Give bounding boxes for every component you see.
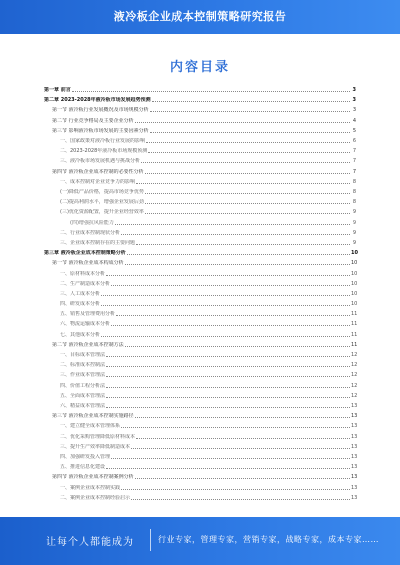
toc-entry[interactable] [44, 94, 356, 103]
footer-slogan: 让每个人都能成为 [46, 537, 134, 548]
toc-entry-text: 二、生产制造成本分析 [60, 280, 111, 287]
toc-page-number: 10 [351, 260, 358, 267]
toc-page-number: 13 [351, 423, 358, 430]
toc-entry-text: 二、2023-2028年液冷板市场规模预测 [60, 148, 148, 155]
toc-entry[interactable] [44, 298, 356, 307]
toc-page-number: 11 [351, 311, 358, 318]
toc-page-number: 5 [352, 127, 356, 134]
toc-leader-dots [115, 223, 350, 225]
toc-page-number: 13 [351, 443, 358, 450]
toc-leader-dots [101, 304, 350, 306]
toc-leader-dots [106, 406, 350, 408]
toc-entry-text: 三、液冷板市场发展机遇与挑战分析 [60, 158, 141, 165]
toc-page-number: 4 [352, 117, 356, 124]
toc-entry[interactable] [44, 278, 356, 287]
toc-page-number: 9 [352, 219, 356, 226]
toc-leader-dots [146, 141, 350, 143]
toc-entry[interactable] [44, 155, 356, 164]
toc-entry-text: 第一节 液冷板行业发展概况及市场规模分析 [52, 107, 149, 114]
toc-entry-text: 三、企业成本控制存在的主要问题 [60, 239, 136, 246]
toc-entry-text: 第二章 2023-2028年液冷板市场发展趋势预测 [44, 97, 151, 104]
toc-leader-dots [111, 324, 350, 326]
toc-entry[interactable] [44, 268, 356, 277]
toc-leader-dots [150, 110, 350, 112]
toc-entry-text: 六、物流运输成本分析 [60, 321, 111, 328]
toc-leader-dots [145, 192, 350, 194]
toc-leader-dots [106, 355, 350, 357]
toc-page-number: 13 [351, 433, 358, 440]
toc-entry[interactable] [44, 492, 356, 501]
toc-leader-dots [148, 151, 350, 153]
toc-entry[interactable] [44, 380, 356, 389]
toc-page-number: 10 [351, 280, 358, 287]
toc-entry-text: 第二节 行业竞争格局及主要企业分析 [52, 117, 134, 124]
toc-entry-text: 第四节 液冷板企业成本控制案例分析 [52, 474, 134, 481]
toc-entry[interactable] [44, 237, 356, 246]
toc-entry-text: 二、优化采购管理降低原材料成本 [60, 433, 136, 440]
toc-entry-text: 一、原材料成本分析 [60, 270, 106, 277]
toc-entry[interactable] [44, 308, 356, 317]
toc-entry-text: 四、加强研发投入管理 [60, 454, 111, 461]
toc-leader-dots [136, 182, 350, 184]
toc-entry[interactable] [44, 390, 356, 399]
toc-leader-dots [145, 212, 350, 214]
toc-entry[interactable] [44, 176, 356, 185]
toc-entry[interactable] [44, 410, 356, 419]
toc-entry[interactable] [44, 482, 356, 491]
toc-page-number: 13 [351, 403, 358, 410]
toc-page-number: 3 [352, 107, 356, 114]
toc-entry-text: 五、推进信息化建设 [60, 464, 106, 471]
toc-page-number: 10 [351, 290, 358, 297]
toc-entry[interactable] [44, 461, 356, 470]
toc-entry-text: 四、研发成本分析 [60, 301, 101, 308]
toc-entry-text: (四)增强抗风险能力 [70, 219, 114, 226]
toc-entry-text: (二)提高利润水平，增强企业发展后劲 [60, 199, 144, 206]
toc-entry[interactable] [44, 349, 356, 358]
table-of-contents [44, 84, 356, 502]
toc-leader-dots [111, 457, 350, 459]
toc-leader-dots [106, 365, 350, 367]
toc-leader-dots [106, 396, 350, 398]
toc-page-number: 6 [352, 137, 356, 144]
toc-page-number: 12 [351, 352, 358, 359]
toc-entry-text: 一、成本控制对企业竞争力的影响 [60, 178, 136, 185]
toc-leader-dots [131, 498, 350, 500]
toc-page-number: 13 [351, 474, 358, 481]
toc-entry-text: 第一章 前言 [44, 87, 71, 93]
toc-page-number: 13 [351, 454, 358, 461]
footer-divider [150, 529, 151, 551]
toc-entry[interactable] [44, 441, 356, 450]
toc-page-number: 7 [352, 168, 356, 175]
toc-page-number: 7 [352, 158, 356, 165]
toc-entry-text: 一、案例企业成本控制实践 [60, 484, 121, 491]
toc-leader-dots [125, 345, 350, 347]
toc-entry[interactable] [44, 135, 356, 144]
toc-entry-text: 一、建立健全成本管理体系 [60, 423, 121, 430]
toc-entry-text: 四、价值工程分析法 [60, 382, 106, 389]
toc-leader-dots [101, 335, 350, 337]
toc-entry[interactable] [44, 104, 356, 113]
toc-leader-dots [131, 447, 350, 449]
report-title: 液冷板企业成本控制策略研究报告 [113, 10, 287, 23]
toc-leader-dots [116, 314, 350, 316]
toc-leader-dots [135, 121, 350, 123]
toc-page-number: 10 [351, 301, 358, 308]
toc-entry-text: (一)降低产品价格，提高市场竞争优势 [60, 188, 144, 195]
toc-entry[interactable] [44, 329, 356, 338]
toc-leader-dots [106, 386, 350, 388]
toc-entry-text: 五、销售及管理费用分析 [60, 311, 116, 318]
toc-entry-text: 一、国家政策对液冷板行业发展的影响 [60, 137, 146, 144]
toc-entry-text: 第三节 影响液冷板市场发展的主要因素分析 [52, 127, 149, 134]
toc-entry-text: 第二节 液冷板企业成本控制方法 [52, 341, 124, 348]
toc-leader-dots [121, 488, 350, 490]
toc-entry-text: 二、行业成本控制现状分析 [60, 229, 121, 236]
toc-page-number: 12 [351, 362, 358, 369]
toc-page-number: 3 [352, 87, 356, 93]
toc-leader-dots [101, 294, 350, 296]
toc-entry-text: 三、提升生产效率降低制造成本 [60, 443, 131, 450]
toc-page-number: 13 [351, 413, 358, 420]
toc-entry-text: 第三节 液冷板企业成本控制实施路径 [52, 413, 134, 420]
toc-leader-dots [152, 100, 350, 102]
toc-leader-dots [106, 274, 350, 276]
toc-entry[interactable] [44, 217, 356, 226]
toc-entry[interactable] [44, 257, 356, 266]
toc-leader-dots [141, 161, 350, 163]
footer-tagline: 行业专家，管理专家，营销专家，战略专家，成本专家…… [158, 535, 379, 544]
toc-entry[interactable] [44, 400, 356, 409]
toc-entry[interactable] [44, 125, 356, 134]
footer-banner [0, 517, 400, 565]
toc-leader-dots [145, 172, 350, 174]
toc-leader-dots [136, 243, 350, 245]
toc-page-number: 13 [351, 484, 358, 491]
toc-page-number: 8 [352, 199, 356, 206]
toc-entry[interactable] [44, 288, 356, 297]
toc-entry-text: 三、作业成本管理法 [60, 372, 106, 379]
toc-entry-text: 第三章 液冷板企业成本控制策略分析 [44, 250, 126, 257]
toc-leader-dots [145, 202, 350, 204]
toc-leader-dots [150, 131, 350, 133]
toc-page-number: 9 [352, 209, 356, 216]
toc-entry[interactable] [44, 420, 356, 429]
toc-leader-dots [72, 90, 350, 92]
toc-page-number: 9 [352, 239, 356, 246]
toc-entry-text: 二、标准成本控制法 [60, 362, 106, 369]
toc-entry[interactable] [44, 471, 356, 480]
header-banner [0, 0, 400, 34]
toc-entry-text: 五、全面成本管理法 [60, 392, 106, 399]
toc-heading: 内容目录 [169, 60, 230, 75]
toc-page-number: 10 [351, 250, 358, 257]
toc-leader-dots [127, 253, 350, 255]
toc-entry[interactable] [44, 166, 356, 175]
toc-entry[interactable] [44, 186, 356, 195]
toc-leader-dots [135, 477, 350, 479]
toc-entry[interactable] [44, 451, 356, 460]
toc-page-number: 3 [352, 97, 356, 104]
toc-entry[interactable] [44, 227, 356, 236]
toc-page-number: 9 [352, 229, 356, 236]
toc-entry-text: 七、其他成本分析 [60, 331, 101, 338]
toc-page-number: 11 [351, 321, 358, 328]
toc-entry-text: 六、精益成本管理法 [60, 403, 106, 410]
toc-entry-text: (三)优化资源配置，提升企业经营效率 [60, 209, 144, 216]
toc-entry[interactable] [44, 145, 356, 154]
toc-leader-dots [106, 375, 350, 377]
toc-entry-text: 一、目标成本管理法 [60, 352, 106, 359]
toc-leader-dots [136, 437, 350, 439]
toc-page-number: 7 [352, 148, 356, 155]
toc-entry-text: 二、案例企业成本控制经验启示 [60, 494, 131, 501]
toc-entry-text: 三、人工成本分析 [60, 290, 101, 297]
toc-page-number: 11 [351, 331, 358, 338]
toc-entry[interactable] [44, 359, 356, 368]
toc-page-number: 13 [351, 494, 358, 501]
toc-leader-dots [121, 233, 350, 235]
toc-leader-dots [135, 416, 350, 418]
toc-entry[interactable] [44, 318, 356, 327]
toc-page-number: 11 [351, 341, 358, 348]
toc-page-number: 12 [351, 372, 358, 379]
toc-page-number: 8 [352, 188, 356, 195]
toc-page-number: 12 [351, 392, 358, 399]
toc-page-number: 8 [352, 178, 356, 185]
toc-entry[interactable] [44, 247, 356, 256]
toc-page-number: 10 [351, 270, 358, 277]
toc-entry[interactable] [44, 206, 356, 215]
toc-leader-dots [111, 284, 350, 286]
toc-page-number: 13 [351, 464, 358, 471]
toc-leader-dots [106, 467, 350, 469]
toc-entry-text: 第四节 液冷板企业成本控制的必要性分析 [52, 168, 144, 175]
toc-entry-text: 第一节 液冷板企业成本构成分析 [52, 260, 124, 267]
toc-entry[interactable] [44, 431, 356, 440]
toc-entry[interactable] [44, 339, 356, 348]
toc-entry[interactable] [44, 196, 356, 205]
toc-entry[interactable] [44, 84, 356, 93]
toc-leader-dots [121, 426, 350, 428]
toc-entry[interactable] [44, 369, 356, 378]
toc-leader-dots [125, 263, 350, 265]
toc-page-number: 12 [351, 382, 358, 389]
toc-entry[interactable] [44, 115, 356, 124]
